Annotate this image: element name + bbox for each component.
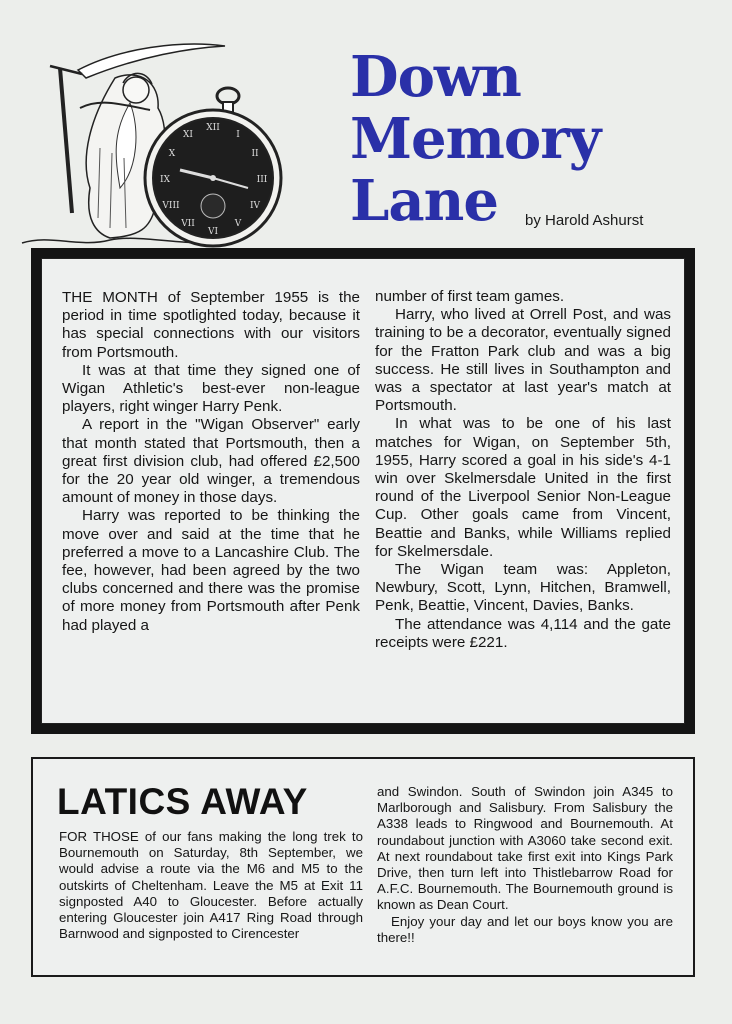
latics-paragraph: FOR THOSE of our fans making the long trek to Bournemouth on Saturday, 8th September, we would advise a route via the M6 and M5 to the outskirts of Cheltenham. Leave the M5 at Exit 11 signposted A40 to Gloucester. Before actually entering Gloucester join A417 Ring Road through Barnwood and signposted to Cirencester — [59, 829, 363, 942]
svg-text:VII: VII — [181, 219, 195, 229]
svg-text:XII: XII — [206, 123, 220, 133]
article-right-column — [375, 288, 671, 652]
article-frame — [31, 248, 695, 734]
title-block — [350, 46, 720, 232]
father-time-clock-illustration — [20, 38, 295, 253]
svg-text:I: I — [236, 130, 240, 140]
svg-text:III: III — [256, 175, 268, 185]
svg-text:IV: IV — [249, 201, 261, 211]
article-paragraph: The Wigan team was: Appleton, Newbury, Scott, Lynn, Hitchen, Bramwell, Penk, Beattie, Vincent, Davies, Banks. — [375, 561, 671, 615]
article-paragraph: A report in the "Wigan Observer" early that month stated that Portsmouth, then a great first division club, had offered £2,500 for the 20 year old winger, a tremendous amount of money in those days. — [62, 416, 360, 507]
title-down: Down — [350, 44, 521, 110]
svg-text:XI: XI — [183, 130, 193, 140]
svg-text:X: X — [168, 149, 176, 159]
svg-text:II: II — [251, 149, 259, 159]
latics-left-column — [59, 829, 363, 942]
article-paragraph: It was at that time they signed one of Wigan Athletic's best-ever non-league players, right winger Harry Penk. — [62, 361, 360, 416]
svg-text:V: V — [234, 219, 242, 229]
svg-text:IX: IX — [160, 175, 170, 185]
latics-right-column — [377, 784, 673, 946]
article-paragraph: Harry was reported to be thinking the move over and said at the time that he preferred a move to a Lancashire Club. The fee, however, had been agreed by the two clubs concerned and there was the promise of more money from Portsmouth after Penk had played a — [62, 507, 360, 634]
latics-away-title: LATICS AWAY — [57, 781, 308, 822]
article-left-column — [62, 289, 360, 635]
article-paragraph: THE MONTH of September 1955 is the period in time spotlighted today, because it has special connections with our visitors from Portsmouth. — [62, 289, 360, 361]
article-paragraph: In what was to be one of his last matches for Wigan, on September 5th, 1955, Harry scored a goal in his side's 4-1 win over Skelmersdale United in the first round of the Liverpool Senior Non-League Cup. Other goals came from Vincent, Beattie and Banks, while Williams replied for Skelmersdale. — [375, 415, 671, 560]
title-lane: Lane — [350, 168, 499, 234]
latics-away-box — [31, 757, 695, 977]
article-body — [41, 258, 685, 724]
svg-text:VI: VI — [207, 227, 219, 237]
byline: by Harold Ashurst — [525, 212, 644, 229]
article-paragraph: Harry, who lived at Orrell Post, and was training to be a decorator, eventually signed for the Fratton Park club and was a big success. He still lives in Southampton and was a spectator at last year's match at Portsmouth. — [375, 306, 671, 415]
title-memory: Memory — [350, 106, 601, 172]
article-paragraph: number of first team games. — [375, 288, 565, 305]
article-paragraph: The attendance was 4,114 and the gate receipts were £221. — [375, 615, 671, 651]
latics-paragraph: and Swindon. South of Swindon join A345 to Marlborough and Salisbury. From Salisbury the A338 leads to Ringwood and Bournemouth. At roundabout junction with A3060 take second exit. At next roundabout take first exit into Kings Park Drive, then turn left into Thistlebarrow Road for A.F.C. Bournemouth. The Bournemouth ground is known as Dean Court. — [377, 784, 673, 913]
svg-text:VIII: VIII — [162, 201, 180, 211]
latics-paragraph: Enjoy your day and let our boys know you are there!! — [377, 913, 673, 945]
